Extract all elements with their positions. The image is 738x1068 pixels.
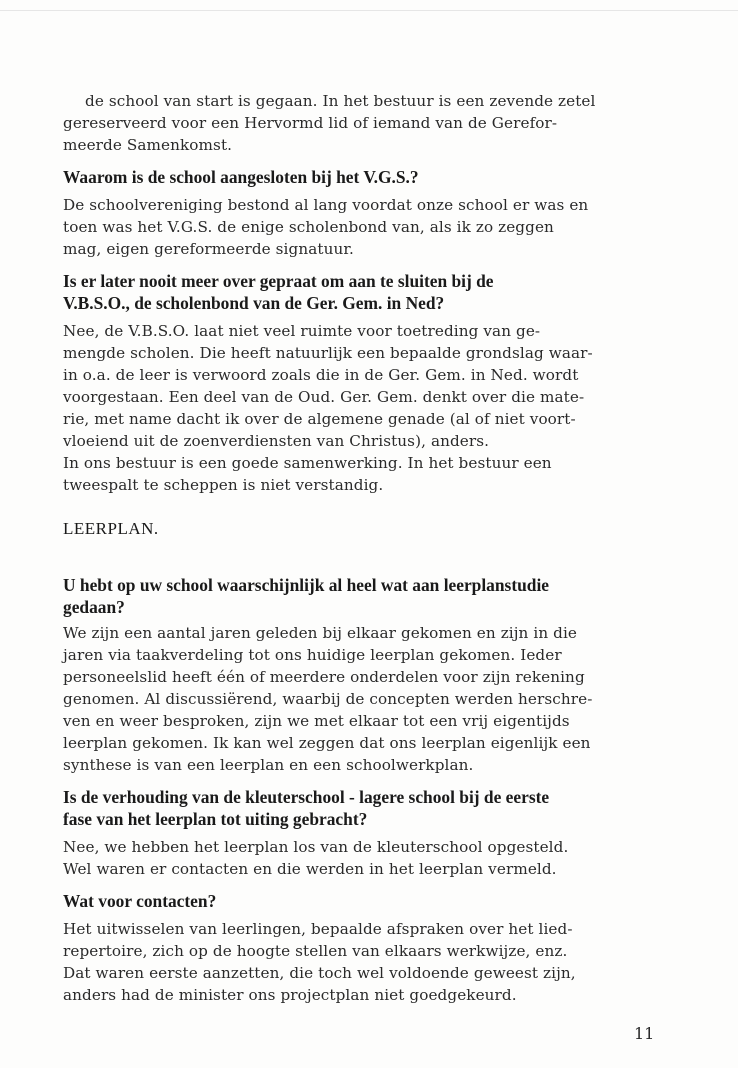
text-line: ven en weer besproken, zijn we met elkaar tot een vrij eigentijds	[63, 712, 570, 730]
text-line: gereserveerd voor een Hervormd lid of iemand van de Gerefor-	[63, 114, 558, 132]
section-heading-leerplan	[63, 518, 663, 540]
answer-vgs	[63, 194, 663, 260]
text-line: voorgestaan. Een deel van de Oud. Ger. Gem. denkt over die mate-	[63, 388, 585, 406]
text-line: de school van start is gegaan. In het bestuur is een zevende zetel	[85, 92, 596, 110]
answer-kleuterschool	[63, 836, 663, 880]
paragraph-intro	[63, 90, 663, 156]
question-line: Waarom is de school aangesloten bij het V.G.S.?	[63, 167, 419, 187]
answer-leerplanstudie	[63, 622, 663, 776]
question-line: gedaan?	[63, 597, 125, 617]
text-line: Wel waren er contacten en die werden in het leerplan vermeld.	[63, 860, 557, 878]
question-line: Wat voor contacten?	[63, 891, 217, 911]
text-line: We zijn een aantal jaren geleden bij elkaar gekomen en zijn in die	[63, 624, 578, 642]
text-line: repertoire, zich op de hoogte stellen van elkaars werkwijze, enz.	[63, 942, 568, 960]
question-line: U hebt op uw school waarschijnlijk al heel wat aan leerplanstudie	[63, 575, 550, 595]
text-line: mag, eigen gereformeerde signatuur.	[63, 240, 354, 258]
text-line: Het uitwisselen van leerlingen, bepaalde afspraken over het lied-	[63, 920, 573, 938]
text-line: vloeiend uit de zoenverdiensten van Christus), anders.	[63, 432, 490, 450]
text-line: anders had de minister ons projectplan niet goedgekeurd.	[63, 986, 517, 1004]
text-line: Nee, de V.B.S.O. laat niet veel ruimte voor toetreding van ge-	[63, 322, 541, 340]
text-line: meerde Samenkomst.	[63, 136, 233, 154]
text-line: In ons bestuur is een goede samenwerking. In het bestuur een	[63, 454, 552, 472]
text-line: tweespalt te scheppen is niet verstandig.	[63, 476, 384, 494]
text-line: Nee, we hebben het leerplan los van de kleuterschool opgesteld.	[63, 838, 569, 856]
question-vbso	[63, 270, 663, 314]
answer-contacten	[63, 918, 663, 1006]
text-line: mengde scholen. Die heeft natuurlijk een bepaalde grondslag waar-	[63, 344, 593, 362]
text-line: synthese is van een leerplan en een schoolwerkplan.	[63, 756, 474, 774]
question-line: fase van het leerplan tot uiting gebracht?	[63, 809, 368, 829]
page-number: 11	[634, 1024, 655, 1043]
text-line: toen was het V.G.S. de enige scholenbond van, als ik zo zeggen	[63, 218, 554, 236]
question-line: Is de verhouding van de kleuterschool - lagere school bij de eerste	[63, 787, 550, 807]
text-line: personeelslid heeft één of meerdere onderdelen voor zijn rekening	[63, 668, 585, 686]
text-line: genomen. Al discussiërend, waarbij de concepten werden herschre-	[63, 690, 593, 708]
question-leerplanstudie	[63, 574, 663, 618]
text-line: leerplan gekomen. Ik kan wel zeggen dat ons leerplan eigenlijk een	[63, 734, 591, 752]
question-vgs	[63, 166, 663, 188]
question-line: V.B.S.O., de scholenbond van de Ger. Gem. in Ned?	[63, 293, 445, 313]
scan-edge-line	[0, 10, 738, 11]
text-line: in o.a. de leer is verwoord zoals die in de Ger. Gem. in Ned. wordt	[63, 366, 579, 384]
text-line: De schoolvereniging bestond al lang voordat onze school er was en	[63, 196, 589, 214]
section-heading: LEERPLAN.	[63, 519, 159, 538]
text-line: rie, met name dacht ik over de algemene genade (al of niet voort-	[63, 410, 576, 428]
page-content	[63, 90, 663, 1006]
question-line: Is er later nooit meer over gepraat om aan te sluiten bij de	[63, 271, 494, 291]
question-contacten	[63, 890, 663, 912]
question-kleuterschool	[63, 786, 663, 830]
text-line: Dat waren eerste aanzetten, die toch wel voldoende geweest zijn,	[63, 964, 576, 982]
text-line: jaren via taakverdeling tot ons huidige leerplan gekomen. Ieder	[63, 646, 562, 664]
answer-vbso	[63, 320, 663, 496]
